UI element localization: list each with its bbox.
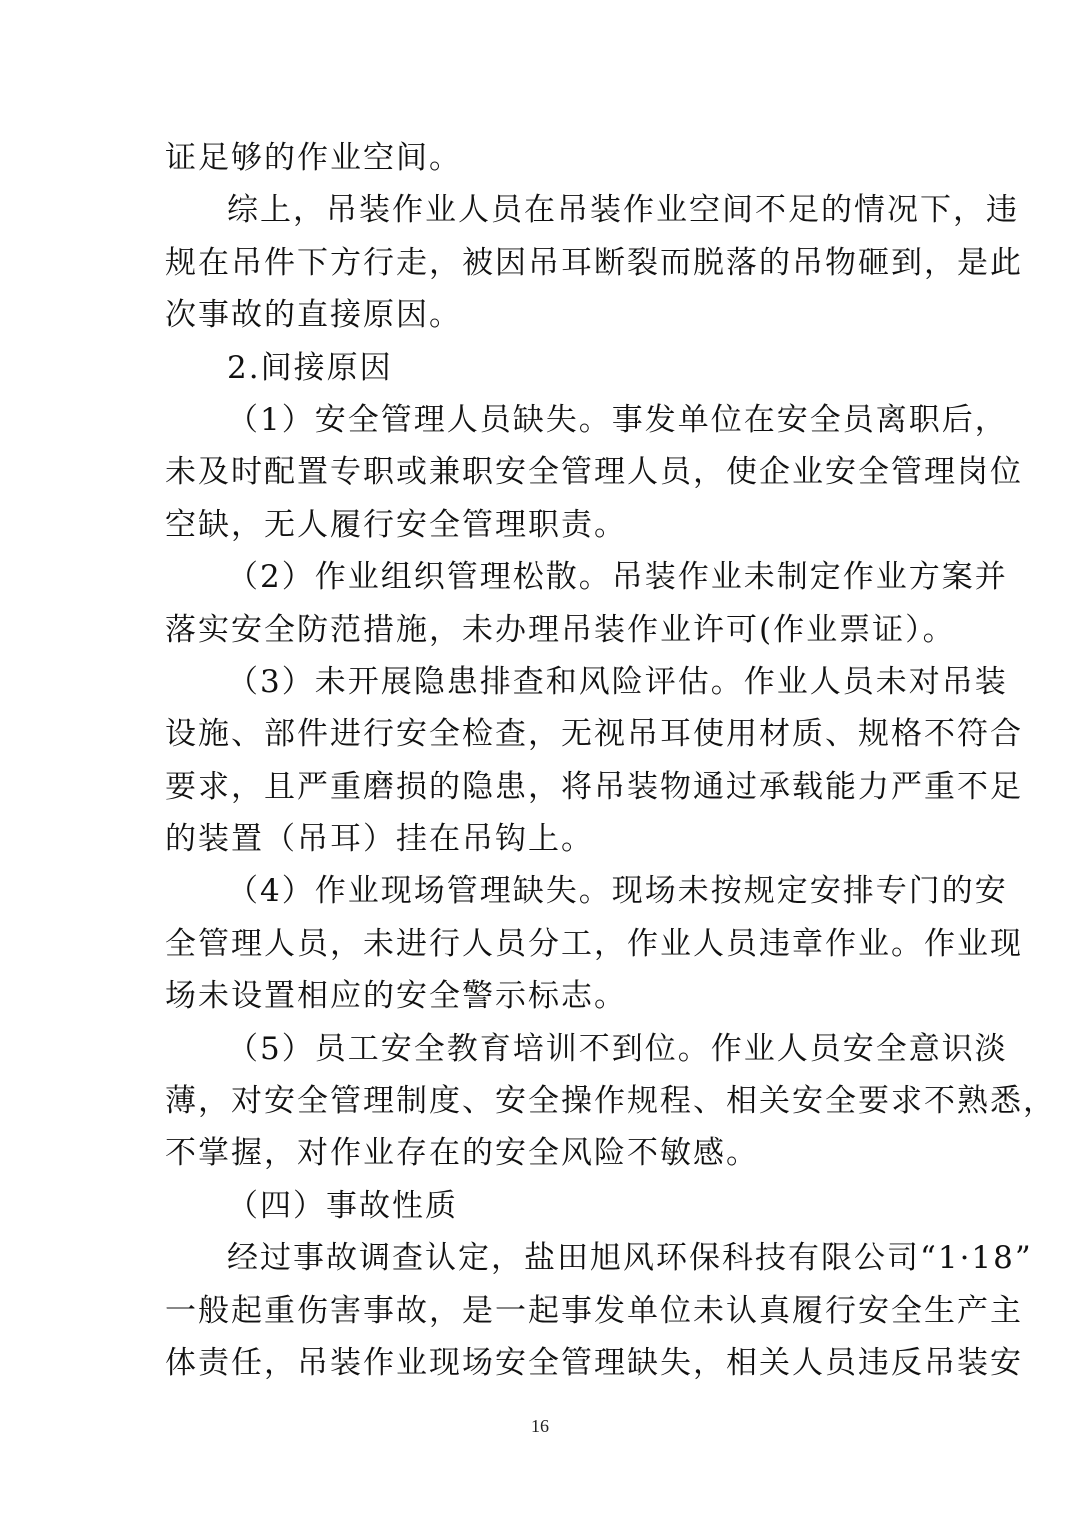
text-line: 未及时配置专职或兼职安全管理人员，使企业安全管理岗位: [165, 454, 1023, 491]
document-body: [165, 132, 1056, 1389]
text-line: 空缺，无人履行安全管理职责。: [165, 506, 627, 543]
section-heading: 2.间接原因: [227, 349, 393, 386]
text-line: 次事故的直接原因。: [165, 297, 462, 334]
text-line: 体责任，吊装作业现场安全管理缺失，相关人员违反吊装安: [165, 1344, 1023, 1381]
page-number: 16: [531, 1416, 549, 1436]
text-line: （1）安全管理人员缺失。事发单位在安全员离职后，: [227, 401, 1008, 438]
text-line: 证足够的作业空间。: [165, 140, 462, 176]
text-line: 综上，吊装作业人员在吊装作业空间不足的情况下，违: [227, 192, 1019, 229]
text-line: （2）作业组织管理松散。吊装作业未制定作业方案并: [227, 559, 1008, 596]
text-line: （4）作业现场管理缺失。现场未按规定安排专门的安: [227, 873, 1008, 910]
text-line: 经过事故调查认定，盐田旭风环保科技有限公司“1·18”: [227, 1240, 1033, 1277]
text-line: 落实安全防范措施，未办理吊装作业许可(作业票证）。: [165, 611, 956, 648]
text-line: （5）员工安全教育培训不到位。作业人员安全意识淡: [227, 1030, 1008, 1067]
text-line: 薄，对安全管理制度、安全操作规程、相关安全要求不熟悉，: [165, 1083, 1056, 1120]
text-line: 一般起重伤害事故，是一起事发单位未认真履行安全生产主: [165, 1292, 1023, 1329]
text-line: 的装置（吊耳）挂在吊钩上。: [165, 821, 594, 858]
text-line: （3）未开展隐患排查和风险评估。作业人员未对吊装: [227, 663, 1008, 700]
text-line: 要求，且严重磨损的隐患，将吊装物通过承载能力严重不足: [165, 768, 1023, 805]
section-heading: （四）事故性质: [227, 1187, 458, 1224]
text-line: 不掌握，对作业存在的安全风险不敏感。: [165, 1135, 759, 1172]
text-line: 规在吊件下方行走，被因吊耳断裂而脱落的吊物砸到，是此: [165, 244, 1023, 281]
text-line: 全管理人员，未进行人员分工，作业人员违章作业。作业现: [165, 925, 1023, 962]
text-line: 场未设置相应的安全警示标志。: [165, 978, 627, 1015]
text-line: 设施、部件进行安全检查，无视吊耳使用材质、规格不符合: [165, 716, 1023, 753]
